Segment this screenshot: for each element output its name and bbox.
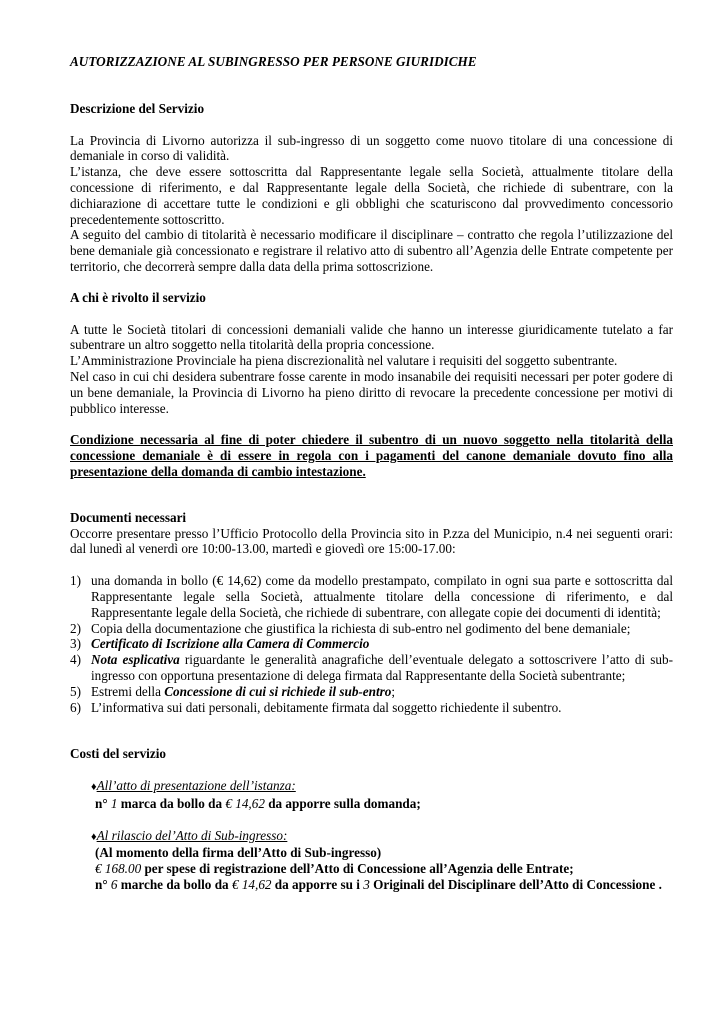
cost-amount: € 14,62 bbox=[225, 795, 265, 811]
cost-text: da apporre su i bbox=[271, 877, 364, 893]
cost-item-label: Al rilascio del’Atto di Sub-ingresso: bbox=[96, 827, 288, 843]
list-item-text-end: ; bbox=[391, 683, 396, 699]
list-item-emphasis: Certificato di Iscrizione alla Camera di Commercio bbox=[91, 636, 370, 652]
list-item-number: 6) bbox=[70, 699, 81, 715]
cost-item-presentazione bbox=[70, 778, 673, 796]
list-item-text: una domanda in bollo (€ 14,62) come da modello prestampato, compilato in ogni sua parte e sottoscritta dal Rappresentante legale sella Società, attualmente titolare della concessione di riferimento, e dal Rappresentante legale della Società, che richiede di subentrare, con allegate copie dei documenti di identità; bbox=[91, 573, 673, 620]
list-item-text: riguardante le generalità anagrafiche dell’eventuale delegato a sottoscrivere l’atto di sub-ingresso con opportuna presentazione di delega firmata dal Rappresentante della Società subentrante; bbox=[91, 652, 673, 683]
cost-amount: € 168.00 bbox=[95, 861, 142, 877]
cost-amount: € 14,62 bbox=[231, 877, 272, 893]
list-item-emphasis: Nota esplicativa bbox=[91, 652, 180, 668]
documenti-list bbox=[70, 573, 673, 715]
cost-item-detail bbox=[70, 861, 673, 877]
list-item-number: 1) bbox=[70, 573, 81, 589]
cost-item-detail bbox=[70, 796, 673, 812]
rivolto-paragraph-3: Nel caso in cui chi desidera subentrare fosse carente in modo insanabile dei requisiti necessari per poter godere di un bene demaniale, la Provincia di Livorno ha pieno diritto di revocare la precedente concessione per motivi di pubblico interesse. bbox=[70, 368, 673, 416]
cost-text: marca da bollo da bbox=[117, 795, 226, 811]
cost-text: n° bbox=[95, 877, 111, 893]
list-item bbox=[70, 636, 673, 652]
section-heading-costi: Costi del servizio bbox=[70, 746, 166, 762]
document-title: AUTORIZZAZIONE AL SUBINGRESSO PER PERSONE GIURIDICHE bbox=[70, 54, 477, 69]
condizione-necessaria: Condizione necessaria al fine di poter chiedere il subentro di un nuovo soggetto nella titolarità della concessione demaniale è di essere in regola con i pagamenti del canone demaniale dovuto fino alla presentazione della domanda di cambio intestazione. bbox=[70, 432, 673, 479]
diamond-bullet-icon: ♦ bbox=[91, 781, 97, 794]
section-heading-rivolto: A chi è rivolto il servizio bbox=[70, 289, 206, 305]
descrizione-paragraph-2: L’istanza, che deve essere sottoscritta dal Rappresentante legale sella Società, attualmente titolare della concessione di riferimento, e dal Rappresentante legale della Società, che richiede di subentrare, con la dichiarazione di accettare tutte le condizioni e gli obblighi che scaturiscono dal provvedimento concessorio precedentemente sottoscritto. bbox=[70, 164, 673, 227]
cost-item-rilascio bbox=[70, 828, 673, 846]
list-item-text: Estremi della bbox=[91, 683, 165, 699]
list-item bbox=[70, 652, 673, 684]
list-item bbox=[70, 700, 673, 716]
list-item-text: L’informativa sui dati personali, debitamente firmata dal soggetto richiedente il subentro. bbox=[91, 699, 562, 715]
section-heading-descrizione: Descrizione del Servizio bbox=[70, 100, 205, 116]
list-item-emphasis: Concessione di cui si richiede il sub-entro bbox=[164, 683, 392, 699]
cost-item-subtitle: (Al momento della firma dell’Atto di Sub-ingresso) bbox=[95, 845, 382, 861]
document-page bbox=[70, 54, 673, 893]
cost-text: Originali del Disciplinare dell’Atto di Concessione . bbox=[369, 877, 662, 893]
list-item bbox=[70, 573, 673, 620]
rivolto-paragraph-1: A tutte le Società titolari di concessioni demaniali valide che hanno un interesse giuridicamente tutelato a far subentrare un altro soggetto nella titolarità della propria concessione. bbox=[70, 321, 673, 353]
cost-quantity: 3 bbox=[363, 877, 370, 893]
list-item-number: 5) bbox=[70, 683, 81, 699]
list-item-number: 2) bbox=[70, 620, 81, 636]
cost-text: n° bbox=[95, 795, 111, 811]
list-item bbox=[70, 621, 673, 637]
list-item-text: Copia della documentazione che giustifica la richiesta di sub-entro nel godimento del bene demaniale; bbox=[91, 620, 631, 636]
rivolto-paragraph-2: L’Amministrazione Provinciale ha piena discrezionalità nel valutare i requisiti del soggetto subentrante. bbox=[70, 353, 618, 369]
cost-quantity: 6 bbox=[110, 877, 118, 893]
cost-text: marche da bollo da bbox=[117, 877, 232, 893]
descrizione-paragraph-1: La Provincia di Livorno autorizza il sub-ingresso di un soggetto come nuovo titolare di una concessione di demaniale in corso di validità. bbox=[70, 132, 673, 164]
cost-item-label: All’atto di presentazione dell’istanza: bbox=[96, 778, 296, 794]
documenti-intro: Occorre presentare presso l’Ufficio Protocollo della Provincia sito in P.zza del Municipio, n.4 nei seguenti orari: dal lunedì al venerdì ore 10:00-13.00, martedì e giovedì ore 15:00-17.00: bbox=[70, 525, 673, 557]
descrizione-paragraph-3: A seguito del cambio di titolarità è necessario modificare il disciplinare – contratto che regola l’utilizzazione del bene demaniale già concessionato e registrare il relativo atto di subentro all’Agenzia delle Entrate competente per territorio, che decorrerà sempre dalla data della prima sottoscrizione. bbox=[70, 227, 673, 274]
list-item-number: 4) bbox=[70, 652, 81, 668]
list-item-number: 3) bbox=[70, 636, 81, 652]
section-heading-documenti: Documenti necessari bbox=[70, 509, 187, 525]
diamond-bullet-icon: ♦ bbox=[91, 830, 97, 843]
cost-text: per spese di registrazione dell’Atto di Concessione all’Agenzia delle Entrate; bbox=[141, 861, 574, 877]
list-item bbox=[70, 684, 673, 700]
cost-text: da apporre sulla domanda; bbox=[264, 795, 421, 811]
cost-item-detail bbox=[70, 877, 673, 893]
cost-quantity: 1 bbox=[110, 795, 118, 811]
